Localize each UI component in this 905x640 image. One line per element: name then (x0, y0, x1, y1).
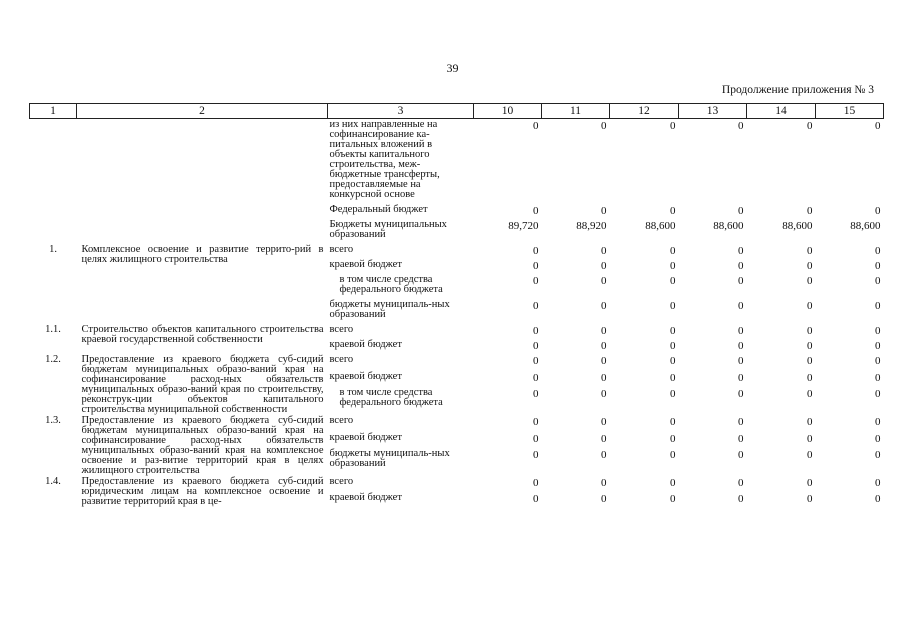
value-cell: 0 (533, 492, 539, 505)
table-row (30, 119, 884, 205)
header-row (30, 104, 884, 119)
value-cell: 0 (807, 416, 813, 428)
column-header-11: 11 (542, 104, 610, 119)
value-cell: 0 (601, 260, 607, 272)
row-number: 1.3. (45, 415, 61, 426)
value-cell: 0 (875, 245, 881, 257)
value-cell: 0 (875, 300, 881, 312)
value-cell: 0 (807, 325, 813, 337)
funding-source: бюджеты муниципаль-ных образований (329, 448, 450, 470)
row-description: Предоставление из краевого бюджета суб-сидий бюджетам муниципальных образо-ваний края на софинансирование расход-ных обязательств муниципальных образо-ваний края на комплексное освоение и раз-витие территорий края в целях жилищного строительства (81, 415, 324, 476)
value-cell: 0 (738, 449, 744, 462)
row-number: 1.2. (45, 354, 61, 365)
value-cell: 0 (533, 355, 539, 367)
funding-source: Федеральный бюджет (329, 204, 428, 215)
value-cell: 0 (601, 477, 607, 489)
value-cell: 0 (738, 340, 744, 352)
value-cell: 0 (738, 416, 744, 428)
value-cell: 0 (807, 371, 813, 384)
value-cell: 88,600 (782, 220, 813, 232)
row-description: Предоставление из краевого бюджета суб-сидий юридическим лицам на комплексное освоение и развитие территорий края в це- (81, 476, 324, 507)
value-cell: 0 (533, 449, 539, 462)
row-number (30, 119, 77, 245)
continuation-label: Продолжение приложения № 3 (721, 84, 874, 96)
value-cell: 0 (601, 340, 607, 352)
funding-source: из них направленные на софинансирование ка-питальных вложений в объекты капитального строительства, меж-бюджетные трансферты, предоставляемые на конкурсной основе (329, 119, 440, 200)
value-cell: 0 (875, 340, 881, 352)
value-cell: 0 (875, 275, 881, 287)
table-row (30, 476, 884, 492)
value-cell: 0 (601, 205, 607, 217)
value-cell: 0 (738, 205, 744, 217)
value-cell: 0 (807, 300, 813, 312)
table-row (30, 415, 884, 432)
value-cell: 0 (807, 355, 813, 367)
funding-source: всего (329, 244, 354, 255)
funding-source: краевой бюджет (329, 370, 402, 382)
value-cell: 88,600 (713, 220, 744, 232)
funding-source: всего (329, 476, 354, 487)
table-row (30, 324, 884, 339)
funding-source: краевой бюджет (329, 491, 402, 503)
value-cell: 0 (807, 477, 813, 489)
column-header-15: 15 (816, 104, 884, 119)
value-cell: 0 (670, 275, 676, 287)
value-cell: 0 (807, 245, 813, 257)
budget-table (29, 103, 884, 507)
value-cell: 0 (601, 120, 607, 132)
table-row (30, 244, 884, 259)
value-cell: 0 (601, 300, 607, 312)
value-cell: 0 (875, 371, 881, 384)
value-cell: 0 (670, 416, 676, 428)
value-cell: 0 (875, 205, 881, 217)
value-cell: 88,920 (576, 220, 607, 232)
row-description (77, 119, 328, 245)
table-row (30, 354, 884, 371)
value-cell: 0 (738, 355, 744, 367)
value-cell: 0 (670, 449, 676, 462)
value-cell: 0 (533, 416, 539, 428)
value-cell: 0 (807, 492, 813, 505)
value-cell: 0 (670, 300, 676, 312)
value-cell: 0 (807, 275, 813, 287)
value-cell: 0 (807, 449, 813, 462)
row-description: Предоставление из краевого бюджета суб-сидий бюджетам муниципальных образо-ваний края на софинансирование расход-ных обязательств муниципальных образо-ваний края по строительству, реконструк-ции объектов капитального строительства муниципальной собственности (81, 354, 324, 415)
value-cell: 0 (807, 260, 813, 272)
funding-source: в том числе средства федерального бюджета (339, 387, 443, 409)
value-cell: 0 (670, 120, 676, 132)
value-cell: 0 (670, 260, 676, 272)
value-cell: 0 (533, 340, 539, 352)
table-body (30, 119, 884, 508)
row-number: 1.1. (45, 324, 61, 335)
value-cell: 0 (738, 325, 744, 337)
value-cell: 0 (875, 325, 881, 337)
funding-source: Бюджеты муниципальных образований (329, 219, 447, 240)
value-cell: 0 (875, 432, 881, 445)
value-cell: 0 (807, 120, 813, 132)
funding-source: краевой бюджет (329, 339, 402, 350)
value-cell: 0 (807, 340, 813, 352)
value-cell: 0 (670, 325, 676, 337)
column-header-13: 13 (679, 104, 747, 119)
value-cell: 0 (875, 388, 881, 401)
value-cell: 0 (533, 245, 539, 257)
value-cell: 0 (601, 492, 607, 505)
value-cell: 0 (738, 260, 744, 272)
value-cell: 0 (601, 416, 607, 428)
value-cell: 0 (601, 371, 607, 384)
value-cell: 0 (875, 260, 881, 272)
value-cell: 0 (533, 120, 539, 132)
value-cell: 0 (601, 245, 607, 257)
value-cell: 0 (601, 449, 607, 462)
value-cell: 0 (738, 300, 744, 312)
value-cell: 0 (533, 388, 539, 401)
value-cell: 0 (601, 388, 607, 401)
funding-source: краевой бюджет (329, 431, 402, 443)
value-cell: 0 (533, 325, 539, 337)
value-cell: 0 (533, 371, 539, 384)
column-header-10: 10 (474, 104, 542, 119)
value-cell: 0 (875, 449, 881, 462)
value-cell: 0 (875, 355, 881, 367)
value-cell: 0 (807, 205, 813, 217)
value-cell: 88,600 (645, 220, 676, 232)
page-number: 39 (446, 61, 459, 75)
value-cell: 0 (738, 432, 744, 445)
value-cell: 0 (738, 120, 744, 132)
row-description: Строительство объектов капитального строительства краевой государственной собственности (81, 324, 324, 345)
value-cell: 0 (670, 477, 676, 489)
value-cell: 0 (670, 388, 676, 401)
value-cell: 0 (738, 477, 744, 489)
value-cell: 0 (738, 245, 744, 257)
value-cell: 0 (601, 355, 607, 367)
row-description: Комплексное освоение и развитие террито-рий в целях жилищного строительства (81, 244, 324, 265)
value-cell: 0 (533, 205, 539, 217)
funding-source: краевой бюджет (329, 259, 402, 270)
value-cell: 0 (670, 432, 676, 445)
value-cell: 0 (738, 388, 744, 401)
value-cell: 89,720 (508, 220, 539, 232)
value-cell: 0 (670, 492, 676, 505)
value-cell: 0 (670, 355, 676, 367)
value-cell: 0 (601, 325, 607, 337)
column-header-3: 3 (328, 104, 474, 119)
row-number: 1. (49, 244, 57, 255)
value-cell: 0 (875, 492, 881, 505)
value-cell: 88,600 (850, 220, 881, 232)
value-cell: 0 (875, 416, 881, 428)
funding-source: всего (329, 354, 354, 365)
funding-source: всего (329, 324, 354, 335)
column-header-2: 2 (77, 104, 328, 119)
value-cell: 0 (670, 371, 676, 384)
value-cell: 0 (601, 275, 607, 287)
value-cell: 0 (875, 477, 881, 489)
value-cell: 0 (738, 275, 744, 287)
column-header-14: 14 (747, 104, 816, 119)
column-header-1: 1 (30, 104, 77, 119)
value-cell: 0 (533, 477, 539, 489)
value-cell: 0 (807, 388, 813, 401)
value-cell: 0 (670, 340, 676, 352)
funding-source: всего (329, 415, 354, 426)
row-number: 1.4. (45, 476, 61, 487)
value-cell: 0 (533, 260, 539, 272)
value-cell: 0 (807, 432, 813, 445)
value-cell: 0 (533, 300, 539, 312)
value-cell: 0 (601, 432, 607, 445)
value-cell: 0 (670, 205, 676, 217)
column-header-12: 12 (610, 104, 679, 119)
value-cell: 0 (533, 275, 539, 287)
value-cell: 0 (738, 371, 744, 384)
funding-source: в том числе средства федерального бюджета (339, 274, 443, 295)
value-cell: 0 (738, 492, 744, 505)
funding-source: бюджеты муниципаль-ных образований (329, 299, 450, 320)
value-cell: 0 (670, 245, 676, 257)
value-cell: 0 (533, 432, 539, 445)
value-cell: 0 (875, 120, 881, 132)
